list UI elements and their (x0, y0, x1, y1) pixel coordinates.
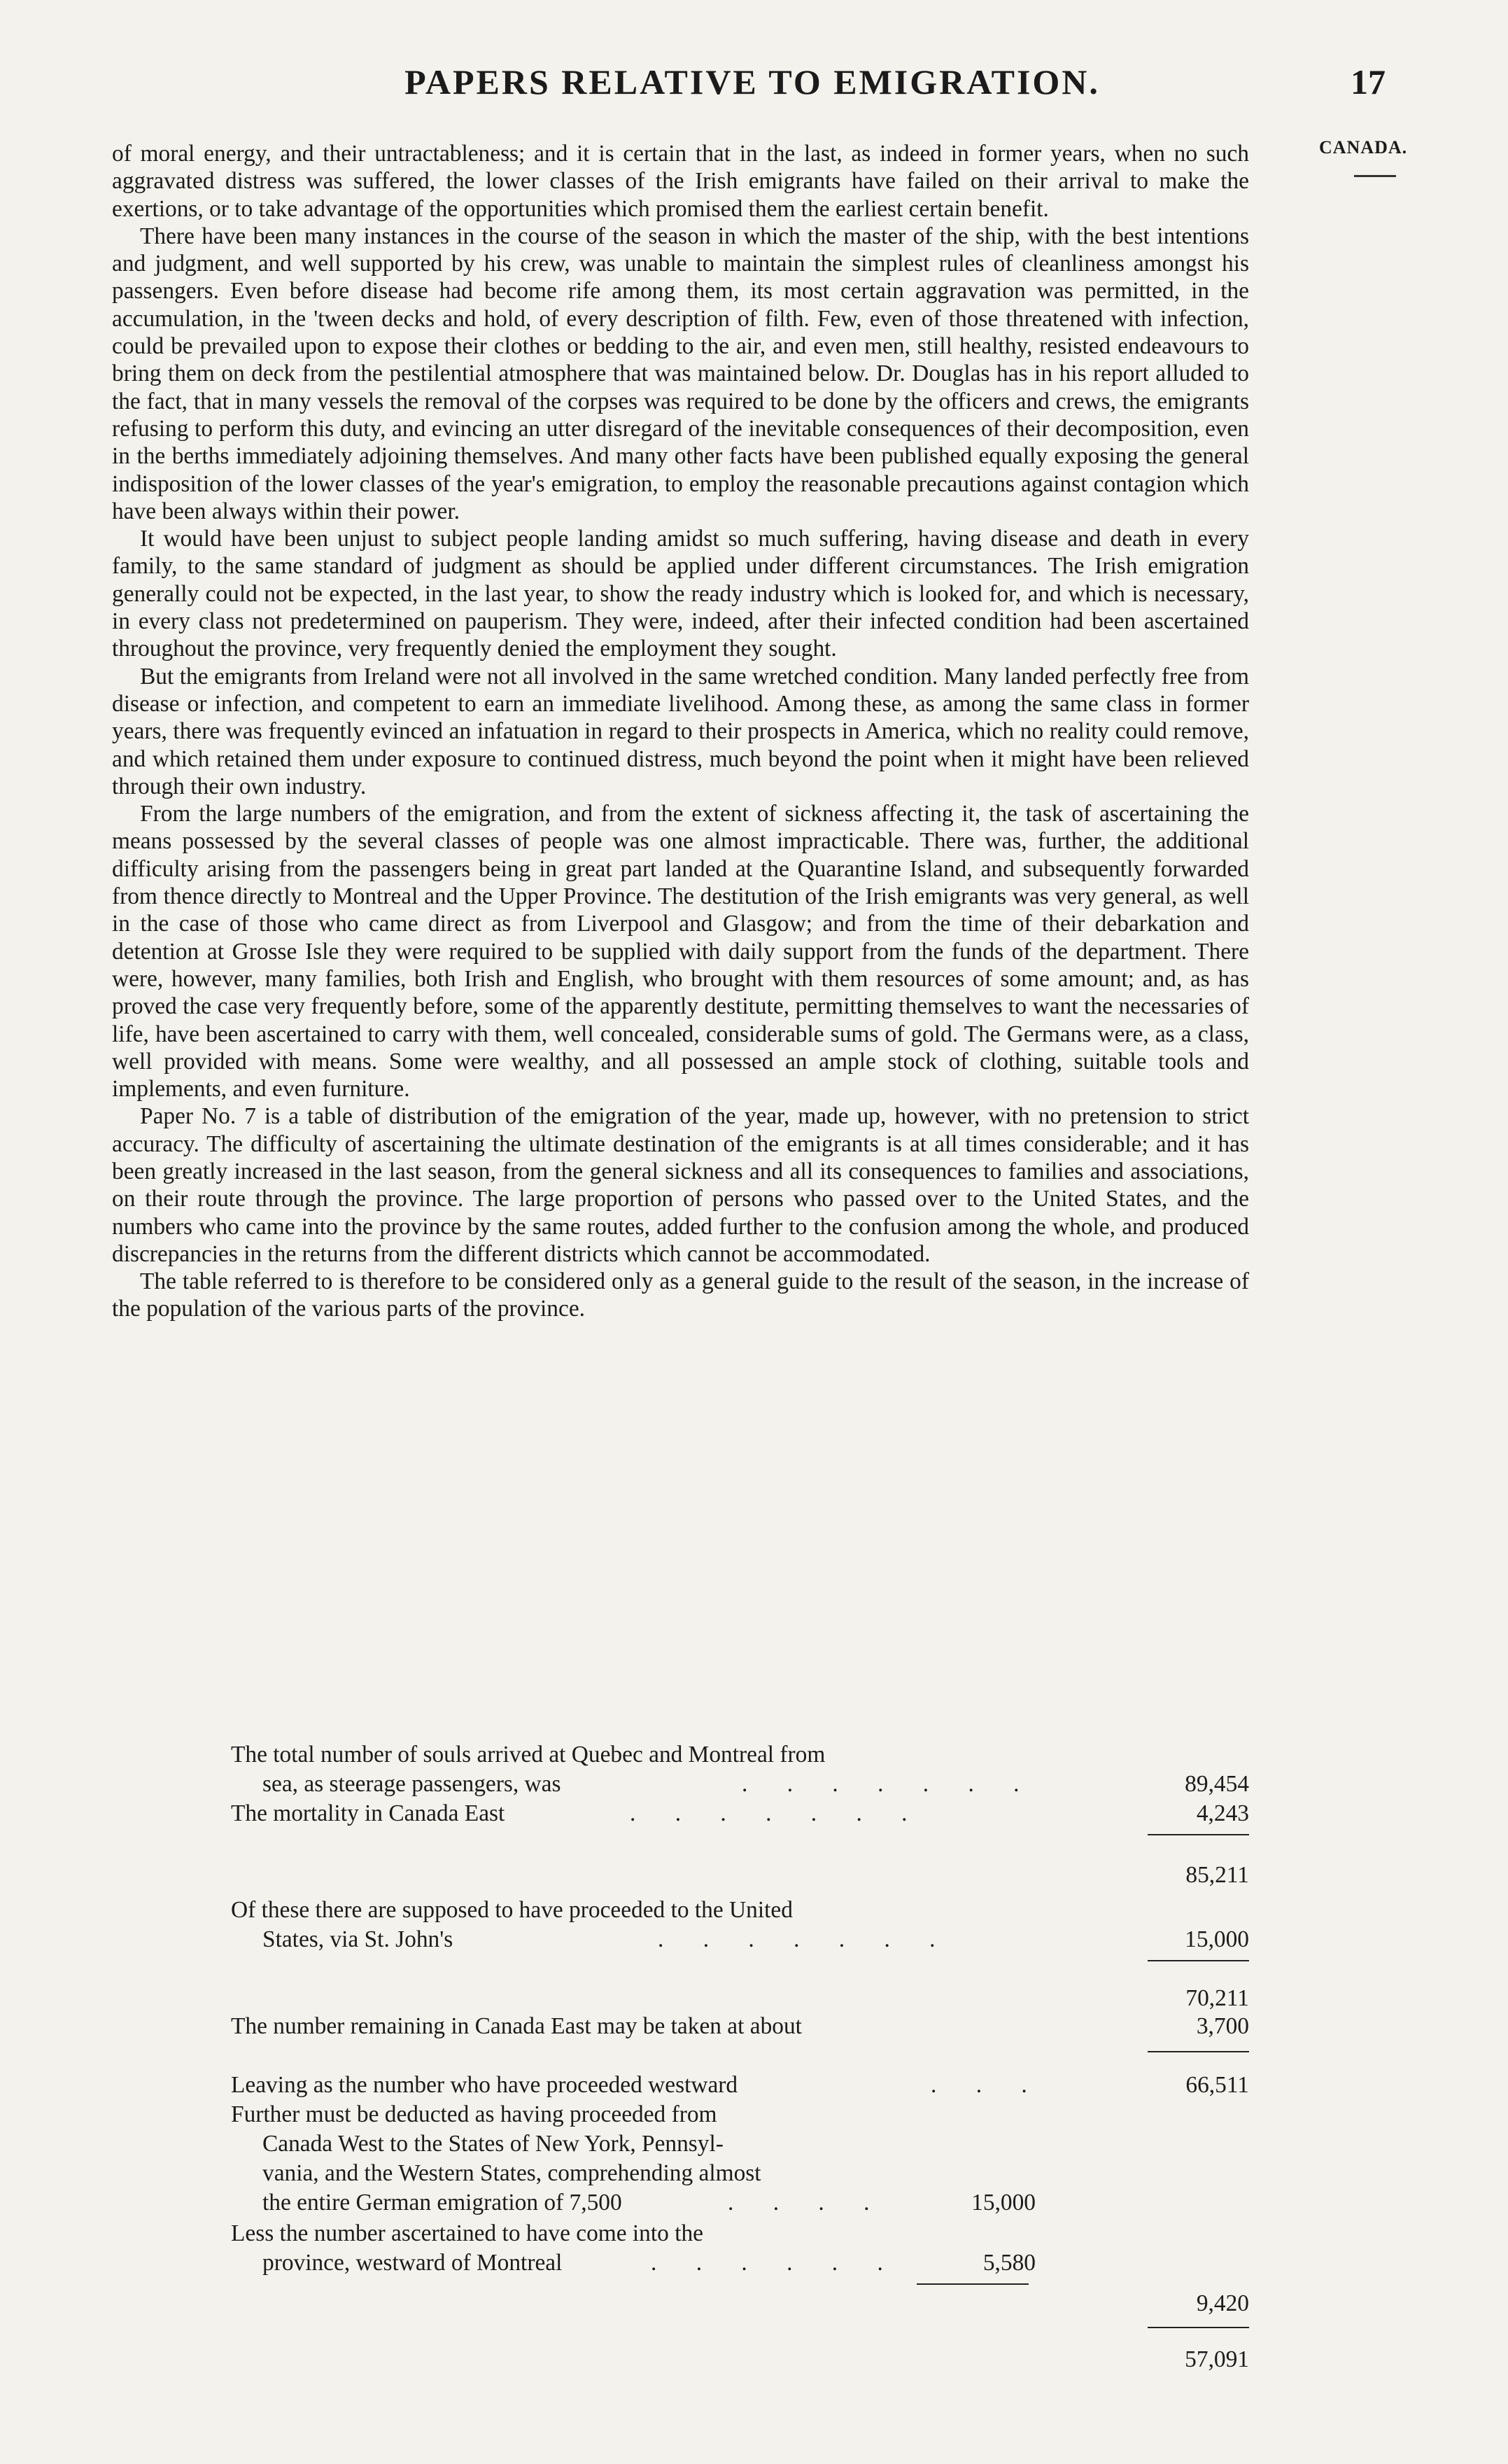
statement-label: The number remaining in Canada East may be taken at about (231, 2013, 802, 2039)
sum-rule (1148, 1834, 1249, 1835)
sum-rule (1148, 2327, 1249, 2328)
statement-label: Canada West to the States of New York, Pennsyl- (262, 2131, 724, 2157)
statement-label: Less the number ascertained to have come into the (231, 2220, 703, 2246)
paragraph: There have been many instances in the course of the season in which the master of the ship, with the best intentions and judgment, and well supported by his crew, was unable to maintain the simplest rules of cleanliness amongst his passengers. Even before disease had become rife among them, its most certain aggravation was permitted, in the accumulation, in the 'tween decks and hold, of every description of filth. Few, even of those threatened with infection, could be prevailed upon to expose their clothes or bedding to the air, and even men, still healthy, resisted endeavours to bring them on deck from the pestilential atmosphere that was maintained below. Dr. Douglas has in his report alluded to the fact, that in many vessels the removal of the corpses was required to be done by the officers and crews, the emigrants refusing to perform this duty, and evincing an utter disregard of the inevitable consequences of their decomposition, even in the berths immediately adjoining themselves. And many other facts have been published equally exposing the general indisposition of the lower classes of the year's emigration, to employ the reasonable precautions against contagion which have been always within their power. (112, 223, 1249, 524)
statement-label: province, westward of Montreal (262, 2250, 563, 2276)
statement-row (112, 1742, 1249, 1770)
leader-dots: . . . (931, 2072, 1044, 2098)
paragraph: But the emigrants from Ireland were not all involved in the same wretched condition. Many landed perfectly free from disease or infection, and competent to earn an immediate livelihood. Among these, as among the same class in former years, there was frequently evinced an infatuation in regard to their prospects in America, which no reality could remove, and which retained them under exposure to continued distress, much beyond the point when it might have been relieved through their own industry. (112, 663, 1249, 799)
statement-row (112, 2131, 1249, 2159)
statement-label: sea, as steerage passengers, was (262, 1771, 561, 1797)
statement-label: The mortality in Canada East (231, 1800, 505, 1826)
statement-label: Leaving as the number who have proceeded westward (231, 2072, 738, 2098)
statement-row (112, 2190, 1249, 2218)
statement-row (112, 2101, 1249, 2129)
body-text (112, 140, 1249, 1323)
statement-value: 15,000 (1185, 1926, 1249, 1952)
leader-dots: . . . . . . (651, 2250, 900, 2276)
page-header (112, 62, 1393, 111)
statement-row (112, 2346, 1249, 2374)
leader-dots: . . . . . . . (742, 1771, 1036, 1797)
statement-value: 89,454 (1185, 1771, 1249, 1797)
statement-row (112, 1897, 1249, 1925)
statement-row (112, 2290, 1249, 2318)
statement-label: The total number of souls arrived at Quebec and Montreal from (231, 1742, 826, 1768)
statement-subtotal: 85,211 (1185, 1862, 1249, 1888)
paragraph: The table referred to is therefore to be considered only as a general guide to the result of the season, in the increase of the population of the various parts of the province. (112, 1268, 1249, 1322)
statement-value: 9,420 (1196, 2290, 1249, 2316)
statement-row (112, 1771, 1249, 1799)
statement-label: the entire German emigration of 7,500 (262, 2190, 622, 2216)
paragraph: of moral energy, and their untractableness; and it is certain that in the last, as indeed in former years, when no such aggravated distress was suffered, the lower classes of the Irish emigrants have failed on their arrival to make the exertions, or to take advantage of the opportunities which promised them the earliest certain benefit. (112, 141, 1249, 222)
margin-rule (1354, 175, 1396, 177)
sum-rule (1148, 1960, 1249, 1961)
statement-value: 5,580 (982, 2250, 1036, 2276)
leader-dots: . . . . . . . (658, 1926, 952, 1952)
statement-value: 15,000 (971, 2190, 1036, 2216)
statement-row (112, 1862, 1249, 1890)
statement-value: 3,700 (1196, 2013, 1249, 2039)
statement-row (112, 2160, 1249, 2188)
statement-row (112, 2072, 1249, 2100)
statement-value: 66,511 (1185, 2072, 1249, 2098)
paragraph: It would have been unjust to subject people landing amidst so much suffering, having disease and death in every family, to the same standard of judgment as should be applied under different circumstances. The Irish emigration generally could not be expected, in the last year, to show the ready industry which is looked for, and which is necessary, in every class not predetermined on pauperism. They were, indeed, after their infected condition had been ascertained throughout the province, very frequently denied the employment they sought. (112, 526, 1249, 662)
statement-label: vania, and the Western States, comprehending almost (262, 2160, 761, 2186)
statement-row (112, 2220, 1249, 2248)
statement-subtotal: 70,211 (1185, 1985, 1249, 2011)
statement-row (112, 1800, 1249, 1828)
statement-row (112, 2250, 1249, 2278)
statement-label: States, via St. John's (262, 1926, 453, 1952)
sum-rule (1148, 2051, 1249, 2052)
statement-label: Of these there are supposed to have proceeded to the United (231, 1897, 793, 1923)
statement-row (112, 1926, 1249, 1954)
margin-note: CANADA. (1319, 137, 1408, 158)
statement-total: 57,091 (1185, 2346, 1249, 2372)
leader-dots: . . . . (728, 2190, 887, 2216)
paragraph: From the large numbers of the emigration, and from the extent of sickness affecting it, the task of ascertaining the means possessed by the several classes of people was one almost impracticable. There was, further, the additional difficulty arising from the passengers being in great part landed at the Quarantine Island, and subsequently forwarded from thence directly to Montreal and the Upper Province. The destitution of the Irish emigrants was very general, as well in the case of those who came direct as from Liverpool and Glasgow; and from the time of their debarkation and detention at Grosse Isle they were required to be supplied with daily support from the funds of the department. There were, however, many families, both Irish and English, who brought with them resources of some amount; and, as has proved the case very frequently before, some of the apparently destitute, permitting themselves to want the necessaries of life, have been ascertained to carry with them, well concealed, considerable sums of gold. The Germans were, as a class, well provided with means. Some were wealthy, and all possessed an ample stock of clothing, suitable tools and implements, and even furniture. (112, 801, 1249, 1102)
running-head: PAPERS RELATIVE TO EMIGRATION. (404, 62, 1100, 102)
page-number: 17 (1351, 62, 1386, 102)
statement-value: 4,243 (1196, 1800, 1249, 1826)
leader-dots: . . . . . . . (630, 1800, 924, 1826)
statement-row (112, 1985, 1249, 2013)
sum-rule (917, 2283, 1029, 2285)
paragraph: Paper No. 7 is a table of distribution of the emigration of the year, made up, however, with no pretension to strict accuracy. The difficulty of ascertaining the ultimate destination of the emigrants is at all times considerable; and it has been greatly increased in the last season, from the general sickness and all its consequences to families and associations, on their route through the province. The large proportion of persons who passed over to the United States, and the numbers who came into the province by the same routes, added further to the confusion among the whole, and produced discrepancies in the returns from the different districts which cannot be accommodated. (112, 1103, 1249, 1267)
statement-row (112, 2013, 1249, 2041)
statement-label: Further must be deducted as having proceeded from (231, 2101, 717, 2127)
